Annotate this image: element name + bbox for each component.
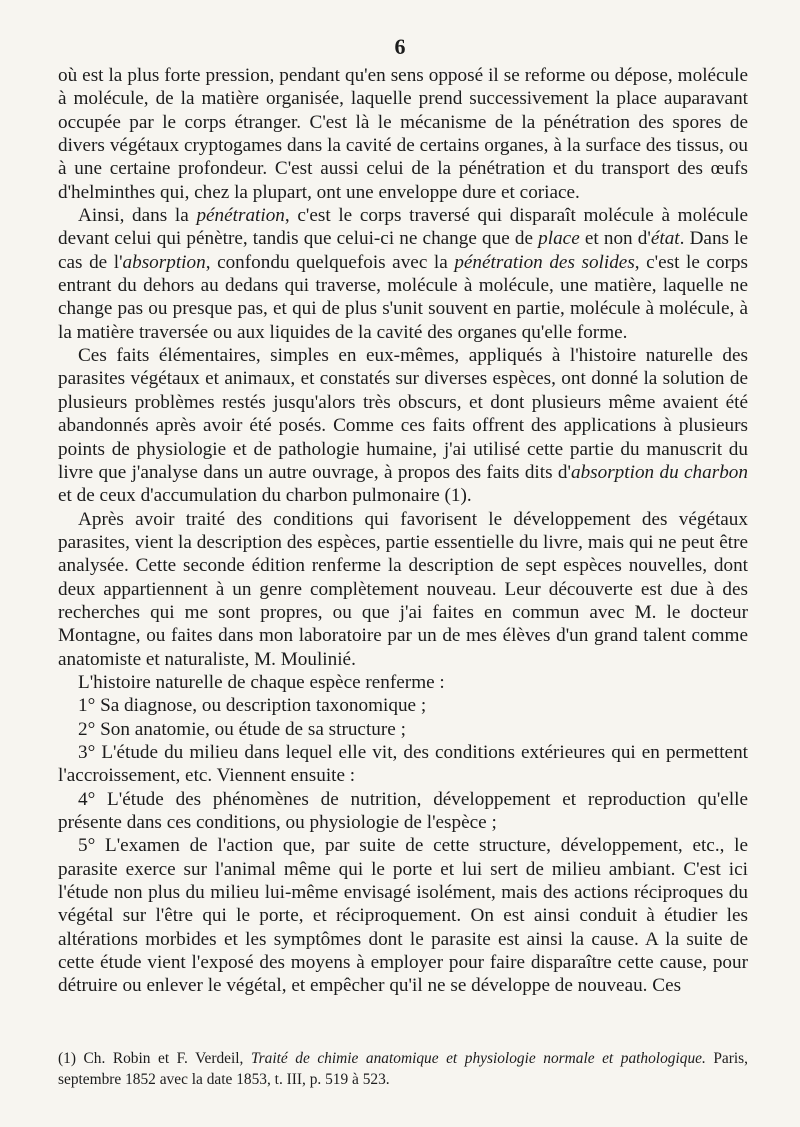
text-run: , c'est le corps entrant du dehors au dedans qui traverse, molécule à molécule, une matière, laquelle ne change pas ou presque pas, et qui de plus s'unit souvent en partie, molécule à molécule, à la matière traversée ou aux liquides de la cavité des organes qu'elle forme. bbox=[58, 251, 748, 343]
paragraph bbox=[58, 344, 748, 507]
text-run: 4° L'étude des phénomènes de nutrition, développement et reproduction qu'elle présente dans ces conditions, ou physiologie de l'espèce ; bbox=[58, 788, 748, 833]
text-run: et de ceux d'accumulation du charbon pulmonaire (1). bbox=[58, 485, 472, 507]
paragraph bbox=[58, 671, 748, 694]
text-run: 2° Son anatomie, ou étude de sa structure ; bbox=[78, 718, 406, 740]
page-number: 6 bbox=[394, 34, 406, 59]
paragraph bbox=[58, 741, 748, 788]
paragraph bbox=[58, 204, 748, 344]
italic-text: pénétration bbox=[196, 205, 285, 227]
body-text bbox=[58, 64, 748, 998]
text-run: . Dans le cas de l' bbox=[58, 228, 748, 273]
text-run: L'histoire naturelle de chaque espèce renferme : bbox=[78, 671, 445, 693]
italic-text: état bbox=[650, 228, 680, 250]
paragraph bbox=[58, 64, 748, 204]
text-run: , confondu quelquefois avec la bbox=[205, 251, 455, 273]
text-run: , c'est le corps traversé qui disparaît molécule à molécule devant celui qui pénètre, tandis que celui-ci ne change que de bbox=[58, 205, 748, 250]
text-run: 5° L'examen de l'action que, par suite de cette structure, développement, etc., le parasite exerce sur l'animal même qui le porte et lui sert de milieu ambiant. C'est ici l'étude non plus du milieu lui-même envisagé isolément, mais des actions réciproques du végétal sur l'être qui le porte, et réciproquement. On est ainsi conduit à étudier les altérations morbides et les symptômes dont le parasite est ainsi la cause. A la suite de cette étude vient l'exposé des moyens à employer pour faire disparaître cette cause, pour détruire ou enlever le végétal, et empêcher qu'il ne se développe de nouveau. Ces bbox=[58, 835, 748, 997]
text-run: Ainsi, dans la bbox=[78, 205, 197, 227]
text-run: Paris, septembre 1852 avec la date 1853, t. III, p. 519 à 523. bbox=[58, 1050, 748, 1088]
text-run: (1) Ch. Robin et F. Verdeil, bbox=[58, 1050, 251, 1067]
italic-text: absorption du charbon bbox=[570, 461, 748, 483]
text-run: Après avoir traité des conditions qui favorisent le développement des végétaux parasites, vient la description des espèces, partie essentielle du livre, mais qui ne peut être analysée. Cette seconde édition renferme la description de sept espèces nouvelles, dont deux appartiennent à un genre complètement nouveau. Leur découverte est due à des recherches qui me sont propres, ou que j'ai faites en commun avec M. le docteur Montagne, ou faites dans mon laboratoire par un de mes élèves d'un grand talent comme anatomiste et naturaliste, M. Moulinié. bbox=[58, 508, 748, 670]
paragraph bbox=[58, 694, 748, 717]
text-run: 3° L'étude du milieu dans lequel elle vit, des conditions extérieures qui en permettent l'accroissement, etc. Viennent ensuite : bbox=[58, 741, 748, 787]
paragraph bbox=[58, 788, 748, 835]
italic-text: pénétration des solides bbox=[454, 251, 635, 273]
italic-text: place bbox=[538, 228, 580, 250]
footnote-text bbox=[58, 1048, 748, 1090]
paragraph bbox=[58, 508, 748, 671]
text-run: Ces faits élémentaires, simples en eux-mêmes, appliqués à l'histoire naturelle des parasites végétaux et animaux, et constatés sur diverses espèces, ont donné la solution de plusieurs problèmes restés jusqu'alors très obscurs, et dont plusieurs même avaient été abandonnés après avoir été posés. Comme ces faits offrent des applications à plusieurs points de physiologie et de pathologie humaine, j'ai utilisé cette partie du manuscrit du livre que j'analyse dans un autre ouvrage, à propos des faits dits d' bbox=[58, 345, 748, 483]
paragraph bbox=[58, 834, 748, 997]
italic-text: absorption bbox=[122, 251, 206, 273]
text-run: où est la plus forte pression, pendant qu'en sens opposé il se reforme ou dépose, molécule à molécule, de la matière organisée, laquelle prend successivement la place auparavant occupée par le corps étranger. C'est là le mécanisme de la pénétration des spores de divers végétaux cryptogames dans la cavité de certains organes, à la surface des tissus, ou à une certaine profondeur. C'est aussi celui de la pénétration et du transport des œufs d'helminthes qui, chez la plupart, ont une enveloppe dure et coriace. bbox=[58, 65, 748, 203]
italic-text: Traité de chimie anatomique et physiologie normale et pathologique. bbox=[250, 1050, 706, 1067]
text-run: et non d' bbox=[579, 228, 651, 250]
text-run: 1° Sa diagnose, ou description taxonomique ; bbox=[78, 695, 427, 717]
paragraph bbox=[58, 718, 748, 741]
footnote bbox=[58, 1048, 748, 1090]
